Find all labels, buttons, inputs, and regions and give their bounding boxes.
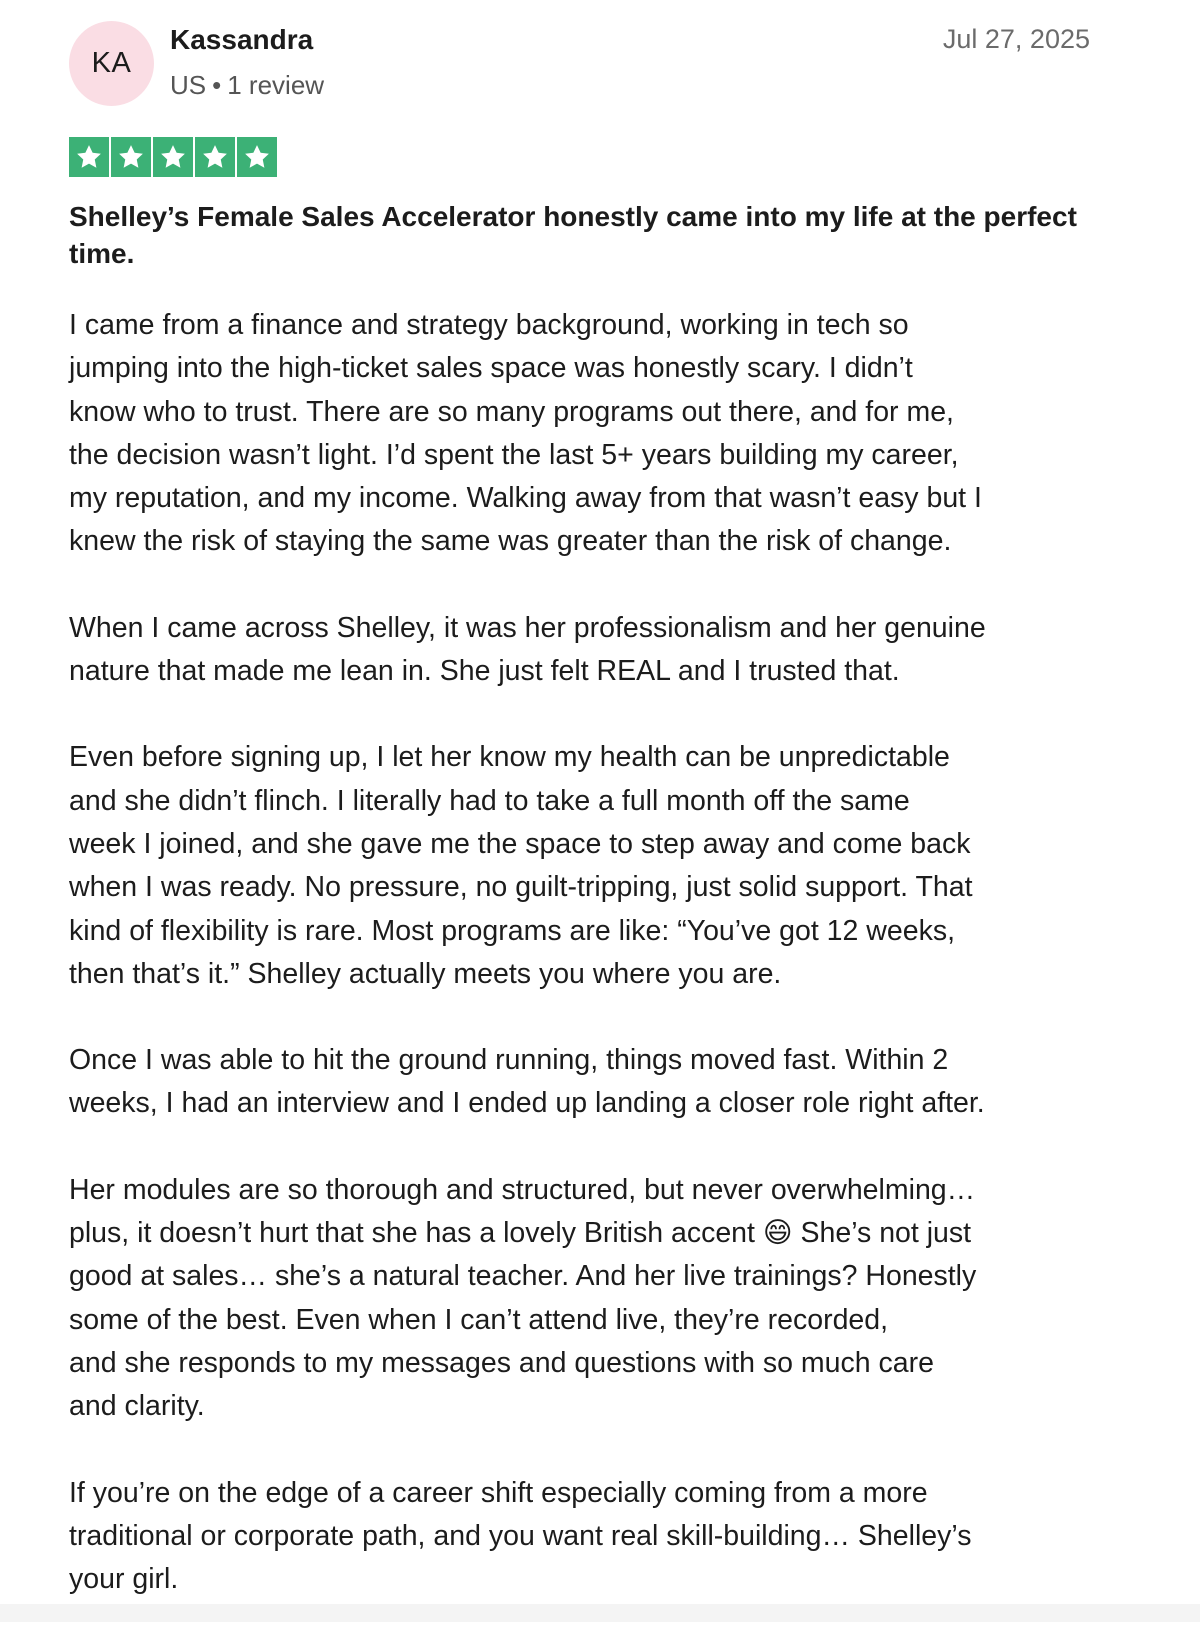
avatar[interactable] <box>69 21 154 106</box>
review-text-line: jumping into the high-ticket sales space was honestly scary. I didn’t <box>69 352 913 385</box>
review-text-line: plus, it doesn’t hurt that she has a lovely British accent 😄 She’s not just <box>69 1217 972 1250</box>
review-date: Jul 27, 2025 <box>942 24 1090 54</box>
review-text-line: know who to trust. There are so many programs out there, and for me, <box>69 395 954 428</box>
review-text-line: Once I was able to hit the ground running, things moved fast. Within 2 <box>69 1044 949 1077</box>
review-text-line: Her modules are so thorough and structured, but never overwhelming… <box>69 1173 976 1206</box>
review-text-line: kind of flexibility is rare. Most programs are like: “You’ve got 12 weeks, <box>69 914 955 947</box>
review-body <box>69 304 1129 1644</box>
star-icon <box>195 137 235 177</box>
bottom-divider <box>0 1604 1200 1622</box>
review-text-line: the decision wasn’t light. I’d spent the last 5+ years building my career, <box>69 438 959 471</box>
reviewer-name[interactable]: Kassandra <box>170 24 314 55</box>
review-text-line: and clarity. <box>69 1390 205 1423</box>
reviewer-country: US <box>170 70 207 100</box>
review-text-line: Even before signing up, I let her know my health can be unpredictable <box>69 741 950 774</box>
star-icon <box>153 137 193 177</box>
review-text-line: then that’s it.” Shelley actually meets you where you are. <box>69 957 782 990</box>
review-paragraph <box>69 607 1129 694</box>
review-text-line: good at sales… she’s a natural teacher. And her live trainings? Honestly <box>69 1260 977 1293</box>
review-text-line: and she didn’t flinch. I literally had to take a full month off the same <box>69 784 910 817</box>
review-paragraph <box>69 1039 1129 1126</box>
review-text-line: week I joined, and she gave me the space to step away and come back <box>69 827 971 860</box>
star-rating <box>69 137 277 177</box>
star-icon <box>237 137 277 177</box>
review-paragraph <box>69 736 1129 996</box>
star-icon <box>111 137 151 177</box>
review-text-line: some of the best. Even when I can’t attend live, they’re recorded, <box>69 1303 889 1336</box>
review-text-line: my reputation, and my income. Walking away from that wasn’t easy but I <box>69 482 982 515</box>
reviewer-meta <box>170 70 324 101</box>
review-text-line: when I was ready. No pressure, no guilt-tripping, just solid support. That <box>69 871 973 904</box>
review-paragraph <box>69 1472 1129 1602</box>
review-text-line: your girl. <box>69 1563 179 1596</box>
meta-separator: • <box>212 70 222 100</box>
review-text-line: knew the risk of staying the same was greater than the risk of change. <box>69 525 952 558</box>
reviewer-review-count[interactable]: 1 review <box>227 70 325 100</box>
review-text-line: and she responds to my messages and questions with so much care <box>69 1346 934 1379</box>
star-icon <box>69 137 109 177</box>
review-paragraph <box>69 304 1129 564</box>
review-text-line: I came from a finance and strategy background, working in tech so <box>69 309 909 341</box>
review-title: Shelley’s Female Sales Accelerator honestly came into my life at the perfect time. <box>69 201 1077 269</box>
review-text-line: nature that made me lean in. She just felt REAL and I trusted that. <box>69 655 900 688</box>
review-text-line: When I came across Shelley, it was her professionalism and her genuine <box>69 611 986 644</box>
review-text-line: traditional or corporate path, and you want real skill-building… Shelley’s <box>69 1519 972 1552</box>
avatar-initials: KA <box>91 47 132 79</box>
review-text-line: If you’re on the edge of a career shift especially coming from a more <box>69 1476 928 1509</box>
review-paragraph <box>69 1169 1129 1429</box>
review-text-line: weeks, I had an interview and I ended up landing a closer role right after. <box>69 1087 985 1120</box>
